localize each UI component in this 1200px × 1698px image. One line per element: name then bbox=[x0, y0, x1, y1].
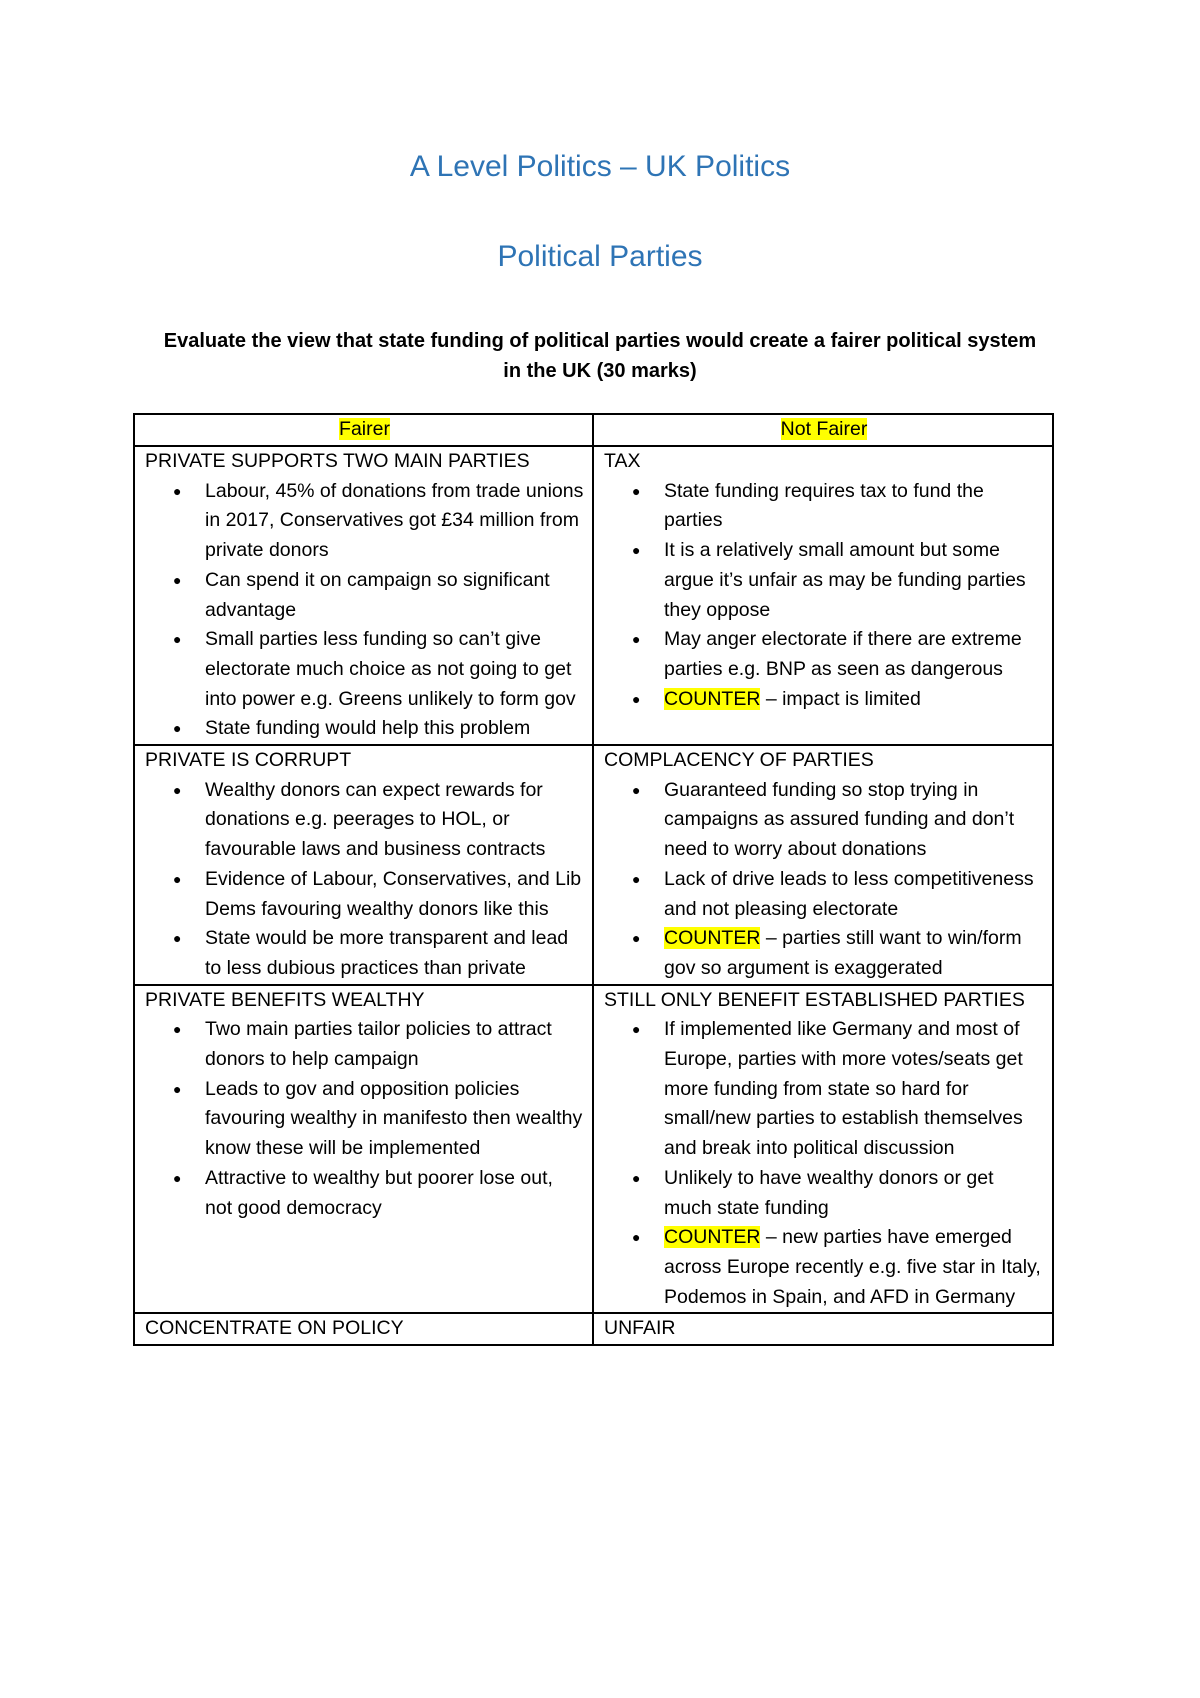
counter-label: COUNTER bbox=[664, 927, 761, 950]
bullet-list bbox=[604, 477, 1044, 715]
bullet-point bbox=[205, 714, 584, 744]
category-heading: PRIVATE BENEFITS WEALTHY bbox=[145, 988, 425, 1011]
bullet-point bbox=[664, 924, 1044, 983]
bullet-text: – new parties have emerged across Europe recently e.g. five star in Italy, Podemos in Spain, and AFD in Germany bbox=[664, 1226, 1041, 1308]
not-fairer-cell bbox=[593, 985, 1053, 1314]
header-not-fairer-label: Not Fairer bbox=[780, 418, 868, 440]
bullet-text: Wealthy donors can expect rewards for donations e.g. peerages to HOL, or favourable laws and business contracts bbox=[205, 778, 546, 861]
bullet-point bbox=[664, 865, 1044, 924]
category-heading: PRIVATE IS CORRUPT bbox=[145, 749, 352, 772]
table-row bbox=[134, 745, 1053, 985]
category-heading: STILL ONLY BENEFIT ESTABLISHED PARTIES bbox=[604, 988, 1025, 1011]
header-not-fairer bbox=[593, 414, 1053, 446]
table-row bbox=[134, 985, 1053, 1314]
bullet-list bbox=[145, 776, 584, 984]
header-fairer-label: Fairer bbox=[339, 418, 390, 440]
bullet-list bbox=[604, 776, 1044, 984]
bullet-point bbox=[664, 685, 1044, 715]
bullet-point bbox=[664, 477, 1044, 536]
bullet-point bbox=[205, 1164, 584, 1223]
bullet-point bbox=[664, 1164, 1044, 1223]
evaluation-table bbox=[133, 413, 1054, 1346]
bullet-point bbox=[664, 776, 1044, 865]
not-fairer-cell bbox=[593, 446, 1053, 745]
bullet-point bbox=[664, 625, 1044, 684]
bullet-point bbox=[205, 566, 584, 625]
fairer-cell bbox=[134, 985, 593, 1314]
not-fairer-cell bbox=[593, 745, 1053, 985]
bullet-text: Two main parties tailor policies to attract donors to help campaign bbox=[205, 1018, 552, 1071]
document-subtitle: Political Parties bbox=[497, 240, 703, 273]
bullet-text: Leads to gov and opposition policies favouring wealthy in manifesto then wealthy know these will be implemented bbox=[205, 1077, 583, 1160]
bullet-point bbox=[205, 1015, 584, 1074]
bullet-text: Labour, 45% of donations from trade unions in 2017, Conservatives got £34 million from private donors bbox=[205, 479, 584, 562]
bullet-text: It is a relatively small amount but some argue it’s unfair as may be funding parties they oppose bbox=[664, 539, 1026, 621]
header-fairer bbox=[134, 414, 593, 446]
category-heading: PRIVATE SUPPORTS TWO MAIN PARTIES bbox=[145, 450, 530, 472]
bullet-point bbox=[205, 924, 584, 983]
bullet-text: State funding requires tax to fund the parties bbox=[664, 479, 984, 532]
essay-question: Evaluate the view that state funding of political parties would create a fairer political system in the UK (30 marks) bbox=[163, 330, 1037, 382]
not-fairer-cell bbox=[593, 1313, 1053, 1345]
bullet-list bbox=[145, 1015, 584, 1223]
fairer-cell bbox=[134, 1313, 593, 1345]
bullet-point bbox=[664, 1015, 1044, 1164]
bullet-text: If implemented like Germany and most of Europe, parties with more votes/seats get more funding from state so hard for small/new parties to establish themselves and break into political discussion bbox=[664, 1018, 1023, 1160]
table-header-row bbox=[134, 414, 1053, 446]
bullet-text: Evidence of Labour, Conservatives, and Lib Dems favouring wealthy donors like this bbox=[205, 867, 582, 920]
category-heading: TAX bbox=[604, 450, 641, 472]
bullet-text: Lack of drive leads to less competitiveness and not pleasing electorate bbox=[664, 867, 1034, 920]
category-heading: UNFAIR bbox=[604, 1317, 676, 1340]
bullet-text: Guaranteed funding so stop trying in campaigns as assured funding and don’t need to worry about donations bbox=[664, 778, 1015, 861]
fairer-cell bbox=[134, 446, 593, 745]
bullet-point bbox=[205, 776, 584, 865]
bullet-text: – impact is limited bbox=[760, 687, 921, 710]
bullet-text: Can spend it on campaign so significant advantage bbox=[205, 568, 550, 621]
bullet-text: Small parties less funding so can’t give electorate much choice as not going to get into power e.g. Greens unlikely to form gov bbox=[205, 628, 576, 710]
bullet-text: – parties still want to win/form gov so argument is exaggerated bbox=[664, 927, 1022, 979]
table-row bbox=[134, 1313, 1053, 1345]
table-body bbox=[134, 446, 1053, 1313]
bullet-text: State would be more transparent and lead to less dubious practices than private bbox=[205, 927, 569, 979]
bullet-point bbox=[205, 625, 584, 714]
bullet-text: Unlikely to have wealthy donors or get much state funding bbox=[664, 1166, 994, 1219]
category-heading: CONCENTRATE ON POLICY bbox=[145, 1317, 404, 1340]
table-row bbox=[134, 446, 1053, 745]
bullet-list bbox=[145, 477, 584, 744]
document-title: A Level Politics – UK Politics bbox=[409, 150, 791, 183]
bullet-point bbox=[205, 477, 584, 566]
bullet-point bbox=[664, 1223, 1044, 1312]
bullet-text: State funding would help this problem bbox=[205, 717, 531, 740]
bullet-text: Attractive to wealthy but poorer lose out, not good democracy bbox=[205, 1166, 553, 1219]
category-heading: COMPLACENCY OF PARTIES bbox=[604, 749, 874, 772]
bullet-point bbox=[205, 1075, 584, 1164]
counter-label: COUNTER bbox=[664, 687, 761, 710]
bullet-point bbox=[664, 536, 1044, 625]
counter-label: COUNTER bbox=[664, 1226, 761, 1249]
fairer-cell bbox=[134, 745, 593, 985]
bullet-point bbox=[205, 865, 584, 924]
bullet-text: May anger electorate if there are extreme parties e.g. BNP as seen as dangerous bbox=[664, 628, 1022, 680]
bullet-list bbox=[604, 1015, 1044, 1312]
